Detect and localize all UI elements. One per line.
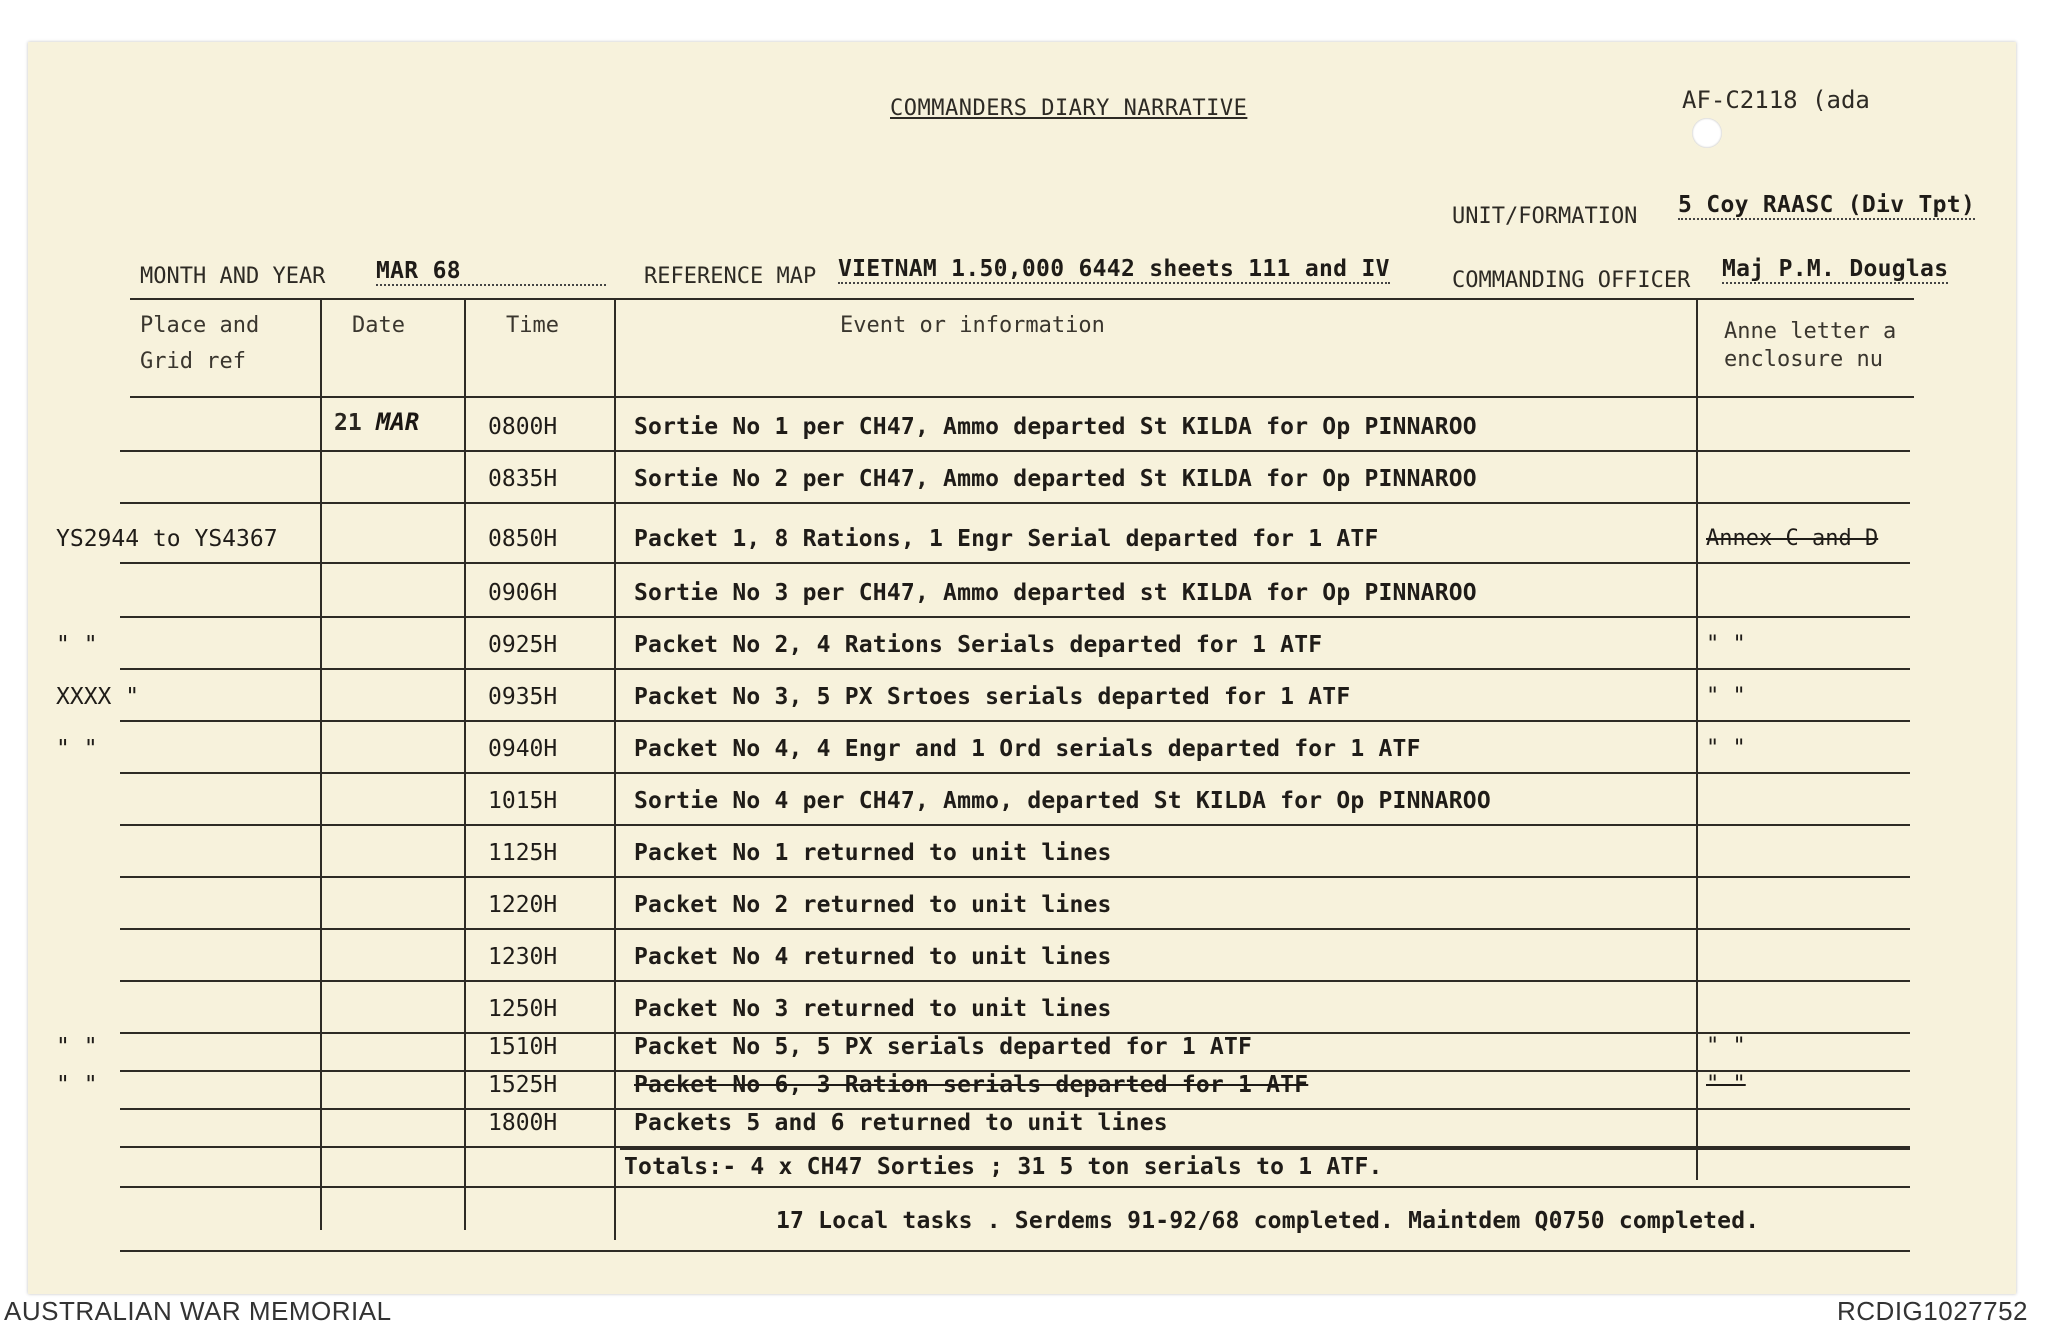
row-annex: " " (1706, 1034, 1746, 1059)
row-rule (120, 502, 1910, 504)
row-event: Packet No 6, 3 Ration serials departed for 1 ATF (634, 1072, 1309, 1098)
row-place: " " (56, 736, 98, 762)
col-header-place: Place and Grid ref (140, 313, 260, 374)
row-rule (120, 824, 1910, 826)
officer-label: COMMANDING OFFICER (1452, 268, 1691, 293)
row-rule (120, 616, 1910, 618)
date-day: 21 (334, 410, 362, 436)
unit-value: 5 Coy RAASC (Div Tpt) (1678, 192, 1976, 218)
row-time: 0800H (488, 414, 558, 440)
punch-hole (1692, 118, 1722, 148)
date-month-handwritten: MAR (376, 408, 420, 436)
row-time: 1250H (488, 996, 558, 1022)
row-rule (120, 668, 1910, 670)
unit-label: UNIT/FORMATION (1452, 204, 1638, 229)
totals-rule (620, 1148, 1910, 1150)
row-rule (120, 876, 1910, 878)
row-rule (120, 928, 1910, 930)
month-label: MONTH AND YEAR (140, 264, 326, 289)
totals-bottom-rule (120, 1186, 1910, 1188)
col-header-annex: Anne letter a enclosure nu (1724, 319, 1897, 372)
row-annex: " " (1706, 1072, 1746, 1097)
row-place: " " (56, 1034, 98, 1060)
row-annex: " " (1706, 632, 1746, 657)
row-time: 0935H (488, 684, 558, 710)
officer-value: Maj P.M. Douglas (1722, 256, 1949, 282)
row-time: 1510H (488, 1034, 558, 1060)
row-time: 1015H (488, 788, 558, 814)
map-value: VIETNAM 1.50,000 6442 sheets 111 and IV (838, 256, 1390, 282)
table-top-rule (130, 298, 1914, 300)
row-event: Packet No 4, 4 Engr and 1 Ord serials departed for 1 ATF (634, 736, 1421, 762)
row-event: Sortie No 2 per CH47, Ammo departed St KILDA for Op PINNAROO (634, 466, 1477, 492)
row-time: 0925H (488, 632, 558, 658)
row-place: YS2944 to YS4367 (56, 526, 278, 552)
col-header-date: Date (352, 313, 405, 338)
row-event: Packet No 2 returned to unit lines (634, 892, 1112, 918)
row-place: " " (56, 1072, 98, 1098)
col-divider-time (614, 300, 616, 1240)
row-rule (120, 562, 1910, 564)
col-divider-date (464, 300, 466, 1230)
header-bottom-rule (130, 396, 1914, 398)
row-time: 0850H (488, 526, 558, 552)
row-event: Sortie No 1 per CH47, Ammo departed St KILDA for Op PINNAROO (634, 414, 1477, 440)
col-header-time: Time (506, 313, 559, 338)
document-title: COMMANDERS DIARY NARRATIVE (890, 96, 1248, 121)
row-time: 0906H (488, 580, 558, 606)
map-label: REFERENCE MAP (644, 264, 817, 289)
row-rule (120, 772, 1910, 774)
row-time: 1230H (488, 944, 558, 970)
row-event: Packet No 4 returned to unit lines (634, 944, 1112, 970)
row-event: Packet No 5, 5 PX serials departed for 1 ATF (634, 1034, 1253, 1060)
row-event: Sortie No 3 per CH47, Ammo departed st KILDA for Op PINNAROO (634, 580, 1477, 606)
row-time: 1800H (488, 1110, 558, 1136)
row-time: 1125H (488, 840, 558, 866)
row-event: Packets 5 and 6 returned to unit lines (634, 1110, 1168, 1136)
row-place: " " (56, 632, 98, 658)
row-event: Packet No 2, 4 Rations Serials departed for 1 ATF (634, 632, 1323, 658)
col-header-event: Event or information (840, 313, 1105, 338)
page-bottom-rule (120, 1250, 1910, 1252)
row-time: 1525H (488, 1072, 558, 1098)
row-rule (120, 450, 1910, 452)
month-value: MAR 68 (376, 258, 606, 286)
row-annex: Annex C and D (1706, 526, 1879, 551)
row-time: 0835H (488, 466, 558, 492)
row-event: Packet No 3 returned to unit lines (634, 996, 1112, 1022)
row-rule (120, 720, 1910, 722)
footer-record-id: RCDIG1027752 (1837, 1296, 2028, 1326)
row-rule (120, 980, 1910, 982)
row-event: Packet No 3, 5 PX Srtoes serials departed for 1 ATF (634, 684, 1351, 710)
row-annex: " " (1706, 684, 1746, 709)
row-event: Packet No 1 returned to unit lines (634, 840, 1112, 866)
footer-archive-name: AUSTRALIAN WAR MEMORIAL (4, 1296, 392, 1326)
row-time: 0940H (488, 736, 558, 762)
row-place: XXXX " (56, 684, 140, 710)
row-event: Packet 1, 8 Rations, 1 Engr Serial departed for 1 ATF (634, 526, 1379, 552)
row-time: 1220H (488, 892, 558, 918)
col-divider-event (1696, 300, 1698, 1180)
col-divider-place (320, 300, 322, 1230)
totals-line-1: Totals:- 4 x CH47 Sorties ; 31 5 ton serials to 1 ATF. (624, 1154, 1383, 1180)
totals-line-2: 17 Local tasks . Serdems 91-92/68 completed. Maintdem Q0750 completed. (776, 1208, 1760, 1234)
row-event: Sortie No 4 per CH47, Ammo, departed St KILDA for Op PINNAROO (634, 788, 1491, 814)
row-annex: " " (1706, 736, 1746, 761)
form-number: AF-C2118 (ada (1682, 86, 1870, 114)
